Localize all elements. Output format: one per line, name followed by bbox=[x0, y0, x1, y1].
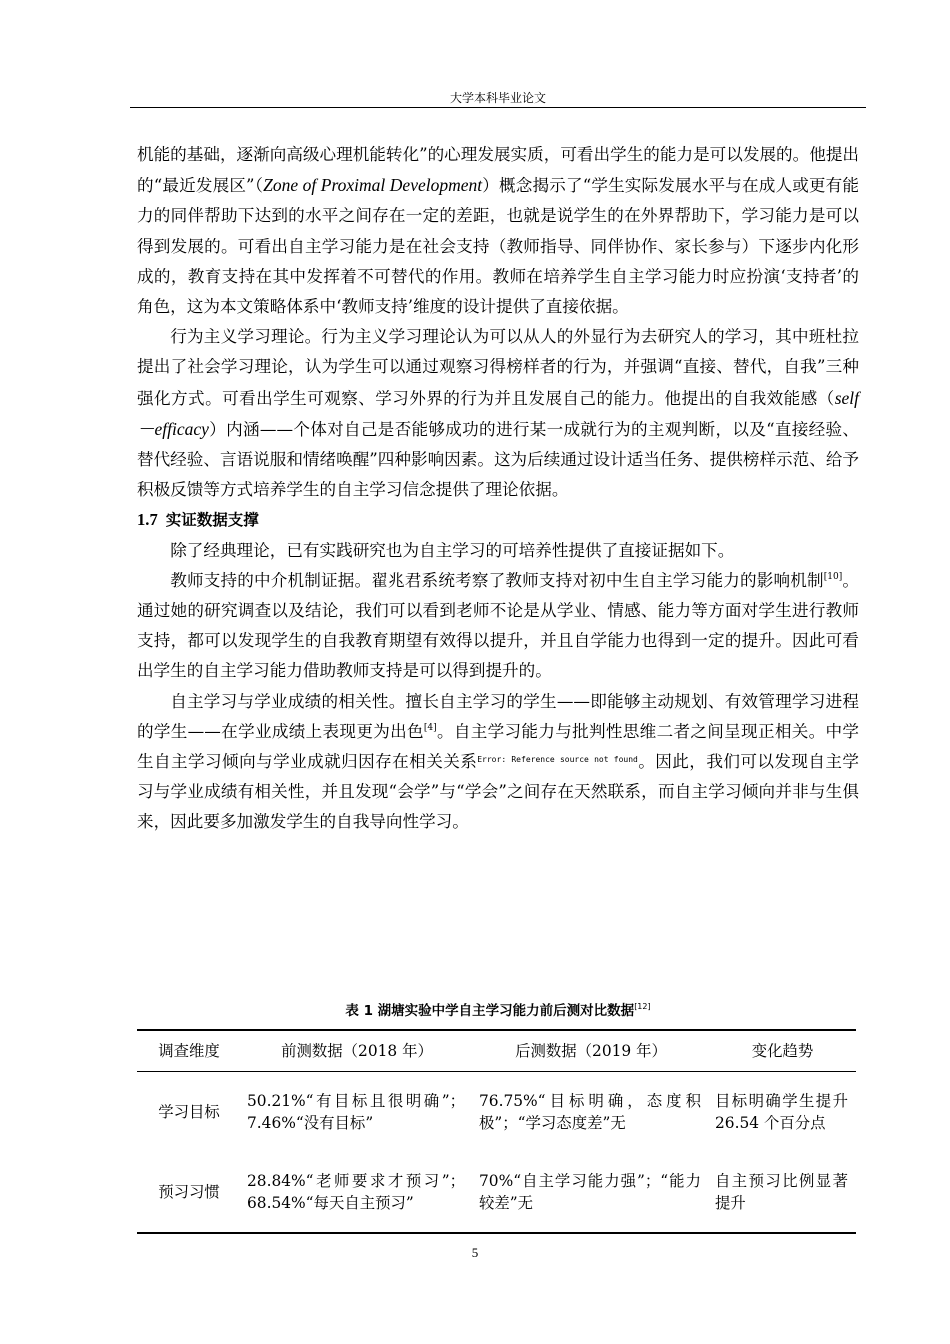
page-number: 5 bbox=[471, 1245, 479, 1260]
table-header-row bbox=[137, 1030, 856, 1072]
citation-ref: [10] bbox=[823, 571, 843, 582]
citation-ref: [12] bbox=[634, 1002, 651, 1011]
column-header: 调查维度 bbox=[158, 1042, 220, 1060]
body-text bbox=[137, 140, 859, 838]
table-cell-pre: 50.21%“有目标且很明确”；7.46%“没有目标” bbox=[247, 1092, 465, 1132]
column-header: 变化趋势 bbox=[751, 1042, 814, 1060]
paragraph-behaviorism-text-b: ）内涵——个体对自己是否能够成功的进行某一成就行为的主观判断，以及“直接经验、替代经验、言语说服和情绪唤醒”四种影响因素。这为后续通过设计适当任务、提供榜样示范、给予积极反馈等方式培养学生的自主学习信念提供了理论依据。 bbox=[137, 419, 860, 500]
paragraph-intro: 除了经典理论，已有实践研究也为自主学习的可培养性提供了直接证据如下。 bbox=[170, 540, 735, 560]
table-cell-trend: 自主预习比例显著提升 bbox=[715, 1172, 848, 1212]
paragraph-correlation-text-a: 自主学习与学业成绩的相关性。擅长自主学习的学生——即能够主动规划、有效管理学习进程的学生——在学业成绩上表现更为出色 bbox=[137, 691, 859, 741]
paragraph-behaviorism-text-a: 行为主义学习理论。行为主义学习理论认为可以从人的外显行为去研究人的学习，其中班杜拉提出了社会学习理论，认为学生可以通过观察习得榜样者的行为，并强调“直接、替代，自我”三种强化方式。可看出学生可观察、学习外界的行为并且发展自己的能力。他提出的自我效能感（ bbox=[137, 327, 859, 408]
table-caption-text: 表 1 湖塘实验中学自主学习能力前后测对比数据 bbox=[345, 1003, 635, 1019]
table-row bbox=[137, 1072, 856, 1153]
citation-ref: [4] bbox=[423, 722, 437, 733]
running-header: 大学本科毕业论文 bbox=[449, 91, 546, 105]
paragraph-correlation-text-c: 。因此，我们可以发现自主学习与学业成绩有相关性，并且发现“会学”与“学会”之间存在天然联系，而自主学习倾向并非与生俱来，因此要多加激发学生的自我导向性学习。 bbox=[137, 752, 860, 832]
paragraph-correlation-text-b: 。自主学习能力与批判性思维二者之间呈现正相关。中学生自主学习倾向与学业成就归因存在相关关系 bbox=[137, 721, 860, 772]
table-cell-post: 76.75%“目标明确，态度积极”；“学习态度差”无 bbox=[479, 1092, 701, 1132]
term-self-efficacy: self－efficacy bbox=[137, 387, 859, 439]
table-cell-post: 70%“自主学习能力强”；“能力较差”无 bbox=[479, 1172, 701, 1212]
table-row bbox=[137, 1152, 856, 1233]
reference-error-note: Error: Reference source not found bbox=[477, 755, 638, 765]
table-cell-pre: 28.84%“老师要求才预习”；68.54%“每天自主预习” bbox=[247, 1172, 465, 1212]
column-header: 前测数据（2018 年） bbox=[281, 1042, 433, 1060]
section-heading bbox=[137, 505, 859, 535]
column-header: 后测数据（2019 年） bbox=[515, 1042, 667, 1060]
paragraph-teacher-support bbox=[137, 566, 859, 687]
table-cell-dimension: 学习目标 bbox=[158, 1103, 220, 1121]
paragraph-zpd-text-a: 机能的基础，逐渐向高级心理机能转化”的心理发展实质，可看出学生的能力是可以发展的。他提出的“最近发展区”（ bbox=[137, 145, 860, 196]
section-number: 1.7 bbox=[137, 510, 158, 530]
paragraph-behaviorism bbox=[137, 322, 859, 505]
table-caption bbox=[137, 1001, 859, 1021]
paragraph-correlation bbox=[137, 687, 859, 838]
paragraph-teacher-support-text-a: 教师支持的中介机制证据。翟兆君系统考察了教师支持对初中生自主学习能力的影响机制 bbox=[170, 570, 824, 590]
header-rule bbox=[130, 107, 866, 108]
paragraph-teacher-support-text-b: 。通过她的研究调查以及结论，我们可以看到老师不论是从学业、情感、能力等方面对学生进行教师支持，都可以发现学生的自我教育期望有效得以提升，并且自学能力也得到一定的提升。因此可看出学生的自主学习能力借助教师支持是可以得到提升的。 bbox=[137, 570, 860, 681]
section-title: 实证数据支撑 bbox=[165, 511, 259, 530]
term-zone-of-proximal-development: Zone of Proximal Development bbox=[263, 175, 483, 196]
paragraph-zpd-text-b: ）概念揭示了“学生实际发展水平与在成人或更有能力的同伴帮助下达到的水平之间存在一定的差距，也就是说学生的在外界帮助下，学习能力是可以得到发展的。可看出自主学习能力是在社会支持（教师指导、同伴协作、家长参与）下逐步内化形成的，教育支持在其中发挥着不可替代的作用。教师在培养学生自主学习能力时应扮演‘支持者’的角色，这为本文策略体系中‘教师支持’维度的设计提供了直接依据。 bbox=[137, 176, 860, 317]
table-cell-trend: 目标明确学生提升 26.54 个百分点 bbox=[715, 1092, 848, 1132]
table-cell-dimension: 预习习惯 bbox=[158, 1183, 220, 1201]
paragraph-zpd bbox=[137, 140, 859, 322]
comparison-table bbox=[137, 1029, 856, 1234]
